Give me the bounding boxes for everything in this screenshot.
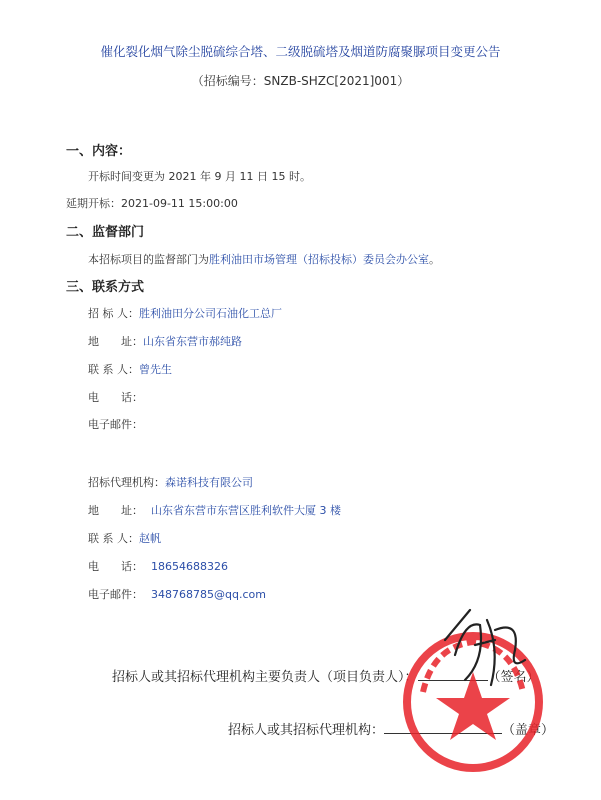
tender-code: （招标编号：SNZB-SHZC[2021]001） (191, 74, 410, 88)
handwritten-signature (425, 600, 535, 695)
signature-text: 招标人或其招标代理机构主要负责人（项目负责人）： (112, 670, 418, 685)
section-2-heading: 二、监督部门 (66, 225, 145, 240)
delayed-opening (66, 195, 238, 211)
agency-phone-label: 电 话： (88, 560, 143, 573)
agency-contact-value: 赵帆 (139, 532, 161, 545)
document-title: 催化裂化烟气除尘脱硫综合塔、二级脱硫塔及烟道防腐聚脲项目变更公告 (100, 44, 501, 59)
agency-phone-row (88, 558, 228, 574)
delayed-opening-label: 延期开标： (66, 197, 121, 210)
agency-contact-row (88, 530, 161, 546)
stamp-suffix: （盖章） (502, 723, 555, 738)
tenderer-name-label: 招 标 人： (88, 307, 139, 320)
agency-name-row (88, 474, 253, 490)
tenderer-contact-label: 联 系 人： (88, 363, 139, 376)
agency-phone-value: 18654688326 (151, 560, 228, 573)
agency-name-label: 招标代理机构： (88, 476, 165, 489)
tenderer-contact-value: 曾先生 (139, 363, 172, 376)
agency-email-row (88, 586, 266, 602)
tenderer-email-label: 电子邮件： (88, 418, 143, 431)
tenderer-contact-row (88, 361, 172, 377)
supervision-prefix: 本招标项目的监督部门为 (88, 253, 209, 266)
tenderer-name-row (88, 305, 282, 321)
supervision-line (88, 251, 440, 267)
signature-stroke (445, 610, 525, 685)
tenderer-address-value: 山东省东营市郝纯路 (143, 335, 242, 348)
tenderer-address-row (88, 333, 242, 349)
tenderer-phone-label: 电 话： (88, 391, 143, 404)
agency-name-value: 森诺科技有限公司 (165, 476, 253, 489)
tenderer-address-label: 地 址： (88, 335, 143, 348)
signature-suffix: （签名） (487, 670, 540, 685)
tenderer-phone-row (88, 389, 143, 405)
agency-address-row (88, 502, 341, 518)
supervision-suffix: 。 (429, 253, 440, 266)
supervision-org: 胜利油田市场管理（招标投标）委员会办公室 (209, 253, 429, 266)
agency-email-value: 348768785@qq.com (151, 588, 266, 601)
section-1-heading: 一、内容： (66, 144, 132, 159)
tenderer-name-value: 胜利油田分公司石油化工总厂 (139, 307, 282, 320)
delayed-opening-value: 2021-09-11 15:00:00 (121, 197, 238, 210)
agency-address-label: 地 址： (88, 504, 143, 517)
agency-contact-label: 联 系 人： (88, 532, 139, 545)
tenderer-email-row (88, 416, 143, 432)
stamp-text: 招标人或其招标代理机构： (228, 723, 385, 738)
section-3-heading: 三、联系方式 (66, 280, 145, 295)
opening-time-change: 开标时间变更为 2021 年 9 月 11 日 15 时。 (88, 170, 311, 183)
agency-address-value: 山东省东营市东营区胜利软件大厦 3 楼 (151, 504, 341, 517)
agency-email-label: 电子邮件： (88, 588, 143, 601)
